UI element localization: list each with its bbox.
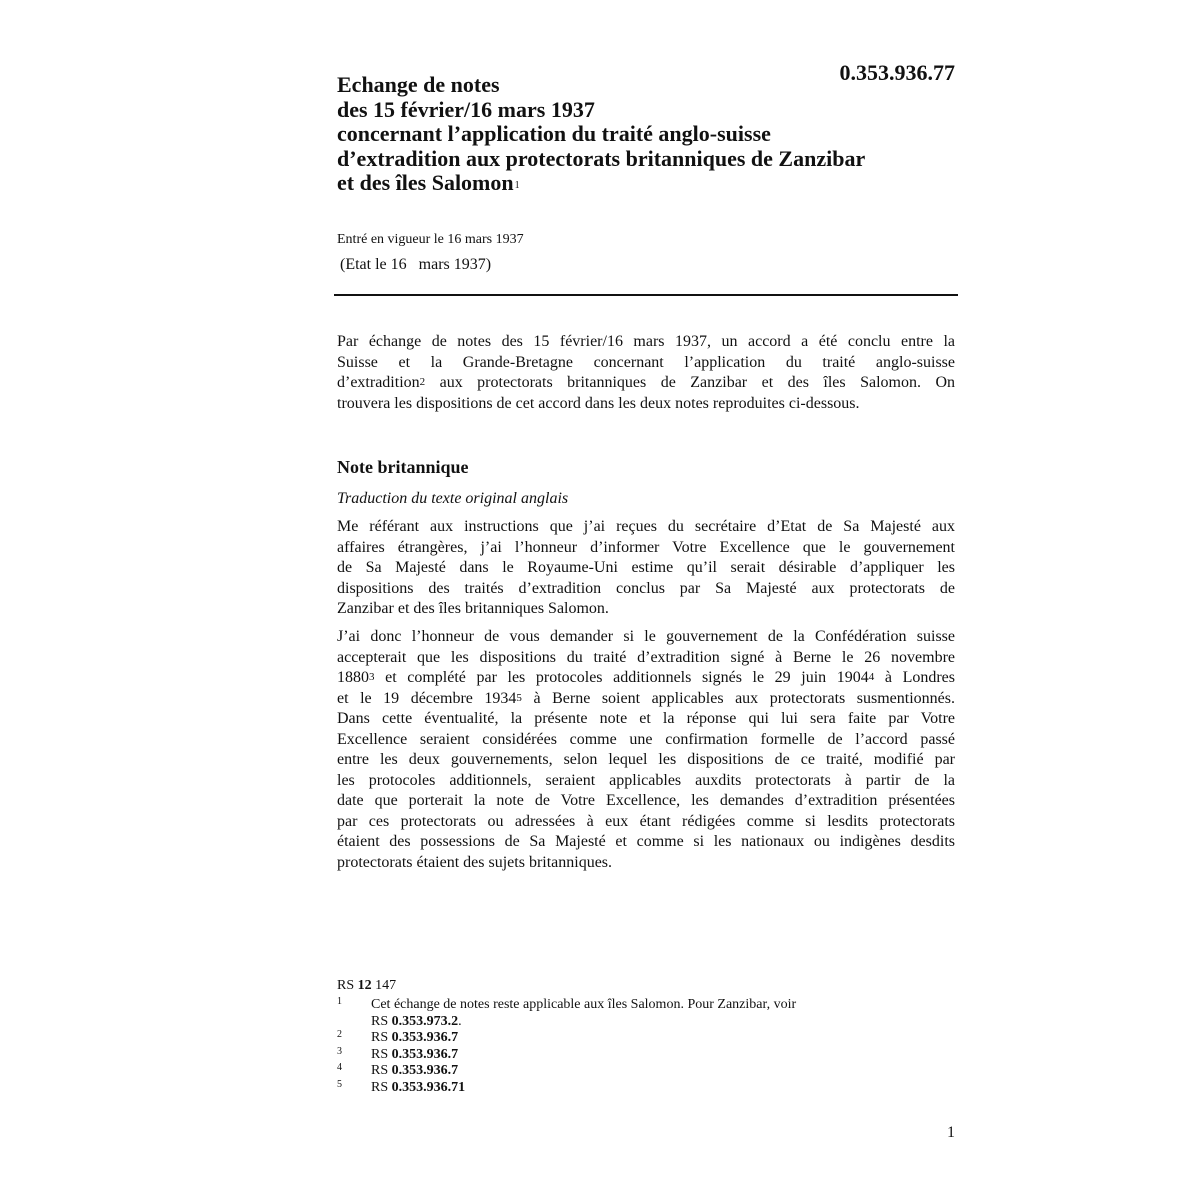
header-divider	[334, 294, 958, 296]
title-line: Echange de notes	[337, 72, 500, 97]
text-line: trouvera les dispositions de cet accord dans les deux notes reproduites ci-dessous.	[337, 394, 860, 412]
footnote-number: 4	[337, 1062, 342, 1073]
footnote-rs-prefix: RS	[371, 1030, 392, 1045]
page-number: 1	[947, 1124, 955, 1141]
text-fragment: à Londres	[874, 669, 956, 686]
text-fragment: et complété par les protocoles additionnels signés le 29 juin 1904	[374, 669, 869, 686]
text-line	[337, 373, 955, 394]
footnotes-block	[337, 977, 897, 1096]
title-line: d’extradition aux protectorats britanniques de Zanzibar	[337, 145, 866, 171]
footnote-4	[337, 1063, 897, 1080]
footnote-rs-prefix: RS	[371, 1013, 392, 1029]
footnote-ref-5[interactable]: 5	[516, 691, 522, 704]
text-fragment: aux protectorats britanniques de Zanzibar et des îles Salomon. On	[425, 374, 955, 391]
state-date: (Etat le 16 mars 1937)	[340, 256, 492, 273]
text-line: de Sa Majesté dans le Royaume-Uni estime qu’il serait désirable d’appliquer les	[337, 559, 955, 576]
footnote-text: Cet échange de notes reste applicable aux îles Salomon. Pour Zanzibar, voir	[371, 997, 797, 1012]
footnote-number: 2	[337, 1029, 342, 1040]
footnote-2	[337, 1030, 897, 1047]
document-title	[337, 73, 957, 196]
text-line: entre les deux gouvernements, selon lequel les dispositions de ce traité, modifié par	[337, 751, 955, 768]
translation-note: Traduction du texte original anglais	[337, 490, 569, 507]
footnote-1	[337, 997, 897, 1030]
text-line: protectorats étaient des sujets britanniques.	[337, 853, 613, 871]
rs-reference	[337, 977, 897, 995]
footnote-text	[371, 1080, 897, 1097]
title-line: concernant l’application du traité anglo-suisse	[337, 121, 771, 146]
footnote-rs-prefix: RS	[371, 1046, 392, 1062]
text-line: étaient des possessions de Sa Majesté et comme si les nationaux ou indigènes desdits	[337, 833, 955, 850]
text-line: affaires étrangères, j’ai l’honneur d’informer Votre Excellence que le gouvernement	[337, 538, 955, 556]
footnote-number: 3	[337, 1045, 342, 1057]
text-line: date que porterait la note de Votre Excellence, les demandes d’extradition présentées	[337, 792, 955, 809]
sr-number: 0.353.936.77	[839, 60, 955, 85]
section-heading: Note britannique	[337, 457, 469, 477]
footnote-rs-link[interactable]: 0.353.973.2	[391, 1013, 459, 1029]
text-line: Excellence seraient considérées comme une confirmation formelle de l’accord passé	[337, 730, 955, 748]
footnote-rs-link[interactable]: 0.353.936.7	[391, 1063, 459, 1078]
footnote-number: 1	[337, 996, 342, 1007]
title-line: des 15 février/16 mars 1937	[337, 96, 595, 122]
text-line	[337, 668, 955, 689]
rs-prefix: RS	[337, 978, 358, 993]
footnote-5	[337, 1080, 897, 1097]
text-line: J’ai donc l’honneur de vous demander si le gouvernement de la Confédération suisse	[337, 628, 955, 645]
footnote-ref-2[interactable]: 2	[419, 376, 426, 388]
footnote-text	[371, 1030, 897, 1047]
text-line: Par échange de notes des 15 février/16 mars 1937, un accord a été conclu entre la	[337, 333, 955, 350]
text-fragment: à Berne soient applicables aux protectorats susmentionnés.	[521, 689, 955, 707]
text-fragment: et le 19 décembre 1934	[337, 689, 517, 707]
rs-page: 147	[371, 978, 397, 993]
title-line-text: et des îles Salomon	[337, 170, 514, 195]
text-line	[337, 689, 955, 710]
rs-volume: 12	[357, 978, 372, 993]
title-line	[337, 171, 957, 196]
footnote-rs-link[interactable]: 0.353.936.71	[391, 1079, 466, 1095]
footnote-suffix: .	[458, 1013, 462, 1029]
intro-paragraph	[337, 332, 955, 414]
footnote-text	[371, 1063, 897, 1080]
entry-into-force: Entré en vigueur le 16 mars 1937	[337, 232, 524, 247]
footnote-rs-link[interactable]: 0.353.936.7	[391, 1046, 459, 1062]
note-paragraph-2	[337, 627, 955, 873]
footnote-ref-4[interactable]: 4	[868, 671, 875, 683]
text-fragment: d’extradition	[337, 374, 420, 391]
text-line: les protocoles additionnels, seraient applicables auxdits protectorats à partir de la	[337, 771, 955, 789]
text-line: par ces protectorats ou adressées à eux étant rédigées comme si lesdits protectorats	[337, 812, 955, 830]
footnote-text	[371, 1047, 897, 1064]
footnote-ref-1[interactable]: 1	[514, 180, 520, 191]
text-line: Zanzibar et des îles britanniques Salomon.	[337, 600, 609, 617]
text-line: Suisse et la Grande-Bretagne concernant l’application du traité anglo-suisse	[337, 353, 955, 371]
footnote-number: 5	[337, 1078, 342, 1090]
text-line: Dans cette éventualité, la présente note et la réponse qui lui sera faite par Votre	[337, 710, 955, 727]
text-line: Me référant aux instructions que j’ai reçues du secrétaire d’Etat de Sa Majesté aux	[337, 518, 955, 535]
note-paragraph-1	[337, 517, 955, 620]
footnote-rs-prefix: RS	[371, 1063, 392, 1078]
footnote-rs-prefix: RS	[371, 1079, 392, 1095]
footnote-ref-3[interactable]: 3	[369, 671, 375, 683]
footnote-rs-link[interactable]: 0.353.936.7	[391, 1030, 459, 1045]
footnote-3	[337, 1047, 897, 1064]
text-line: accepterait que les dispositions du traité d’extradition signé à Berne le 26 novembre	[337, 648, 955, 666]
footnote-text	[371, 1014, 897, 1031]
text-fragment: 1880	[337, 669, 369, 686]
text-line: dispositions des traités d’extradition conclus par Sa Majesté aux protectorats de	[337, 579, 955, 597]
